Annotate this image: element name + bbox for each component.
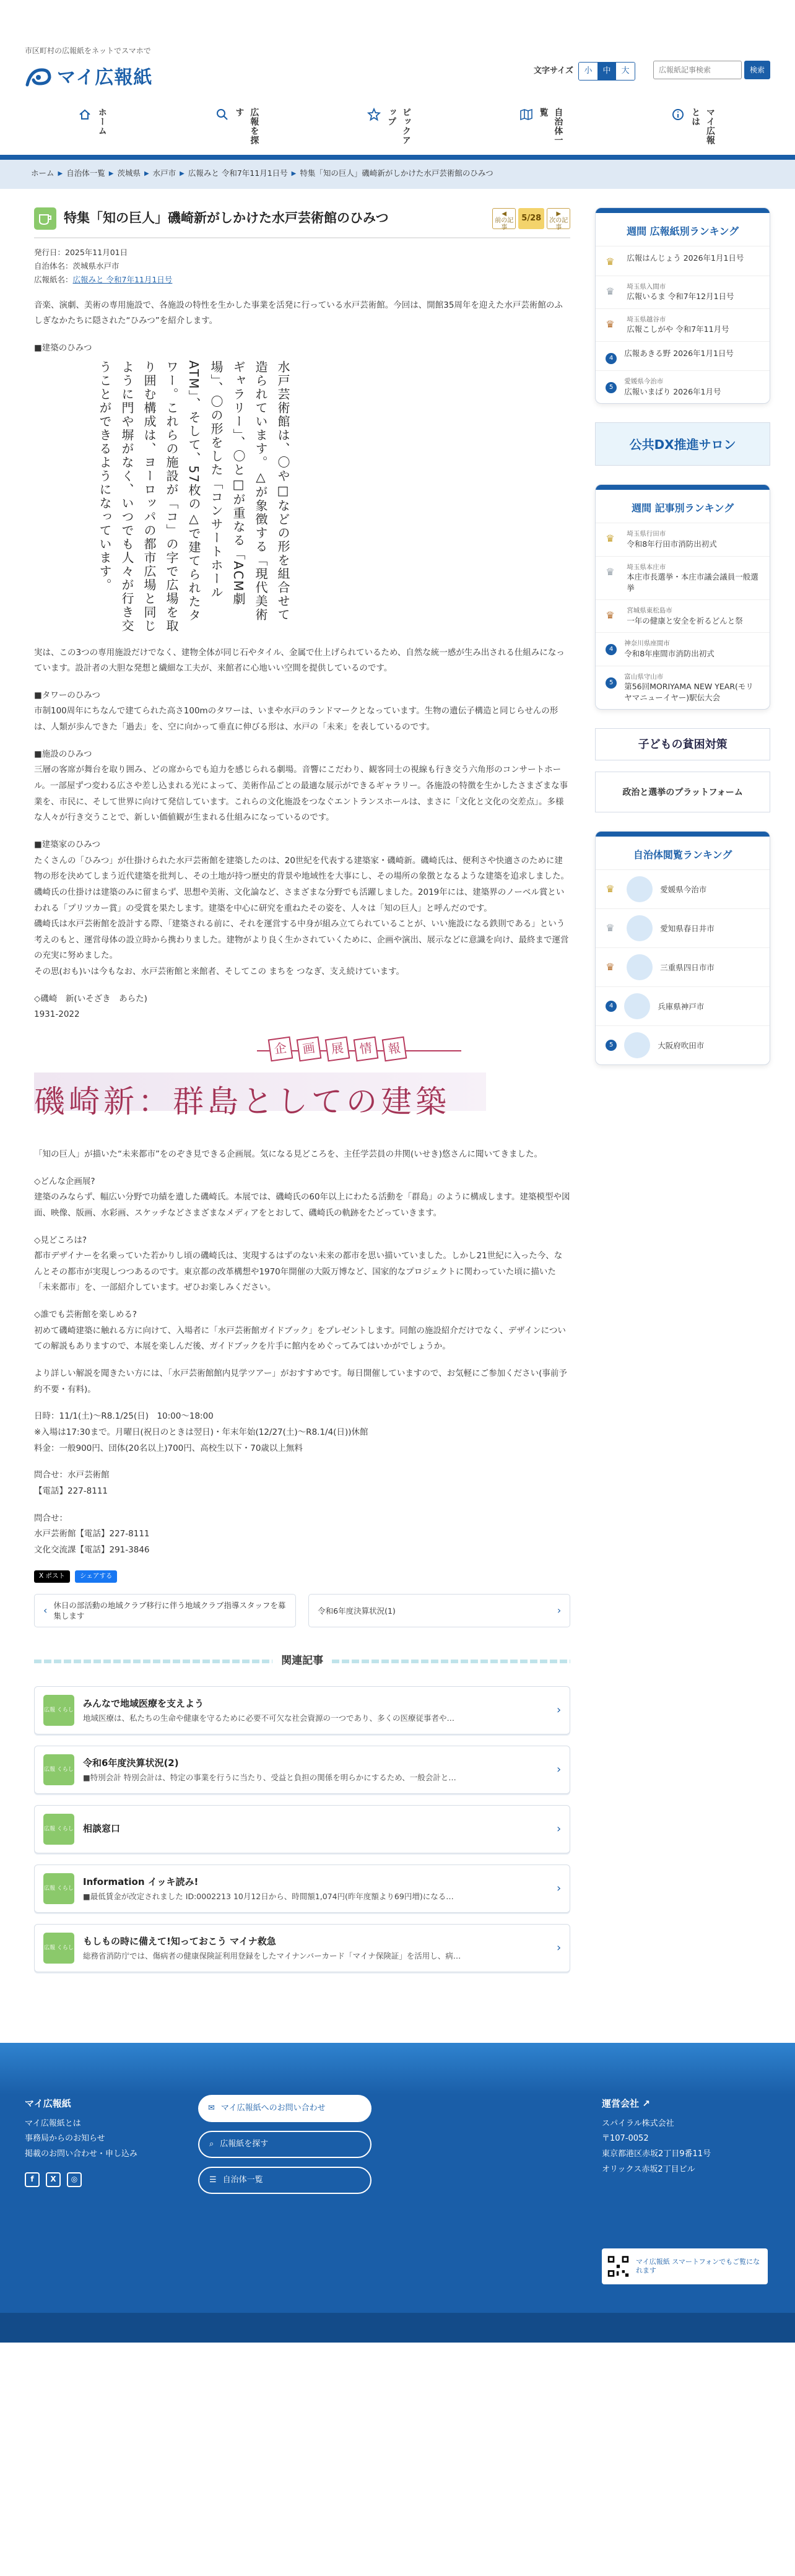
footer-wave	[0, 2021, 795, 2095]
font-size-small-button[interactable]: 小	[579, 63, 597, 80]
question: ◇どんな企画展?	[34, 1176, 95, 1186]
article-meta	[34, 246, 570, 287]
issue-link[interactable]: 広報みと 令和7年11月1日号	[72, 274, 173, 284]
star-icon	[367, 108, 381, 121]
contact-block	[34, 1511, 570, 1559]
chevron-right-icon: ▶	[58, 170, 63, 177]
contact-tel: 水戸芸術館【電話】227-8111	[34, 1529, 150, 1539]
breadcrumb-current: 特集「知の巨人」磯崎新がしかけた水戸芸術館のひみつ	[300, 168, 493, 178]
related-item-desc: 地域医療は、私たちの生命や健康を守るために必要不可欠な社会資源の一つであり、多くの医療従事者や…	[83, 1713, 455, 1723]
qa-block	[34, 1174, 570, 1222]
municipality-ranking	[595, 831, 770, 1065]
paragraph: 磯崎氏は水戸芸術館を設計する際、「建築される前に、それを運営する中身が組み立てられていることが、いい施設になる鉄則である」という考えのもと、運営母体の設立時から携わりました。建物がより良く生かされていくために、企画や演出、展示などに意識を向け、最終まで運営の充実に努めました。	[34, 919, 569, 961]
ranking-source: 埼玉県行田市	[627, 530, 666, 538]
ranking-title: 三重県四日市市	[660, 962, 715, 972]
qr-code-box	[602, 2248, 768, 2284]
page-number: 5/28	[518, 208, 544, 229]
article-ranking	[595, 484, 770, 710]
ranking-item[interactable]	[596, 947, 770, 986]
qa-block	[34, 1307, 570, 1355]
banner-tag-char: 報	[382, 1037, 407, 1062]
nav-about-label: マイ広報とは	[690, 108, 715, 145]
related-item[interactable]	[34, 1746, 570, 1794]
map-icon	[519, 108, 533, 121]
question: ◇見どころは?	[34, 1235, 87, 1245]
ranking-source: 埼玉県入間市	[627, 282, 666, 290]
paragraph: 実は、この3つの専用施設だけでなく、建物全体が同じ石やタイル、金属で仕上げられているため、自然な統一感が生み出される仕組みになっています。設計者の大胆な発想と繊細な工夫が、来館者に心地いい空間を提供しているのです。	[34, 647, 565, 674]
banner-tag-char: 情	[354, 1037, 379, 1062]
crown-icon: ♛	[606, 285, 615, 297]
related-item-title: みんなで地域医療を支えよう	[83, 1697, 204, 1709]
issue-ranking	[595, 207, 770, 404]
contact-label: 問合せ：水戸芸術館	[34, 1470, 110, 1481]
question: ◇誰でも芸術館を楽しめる?	[34, 1310, 137, 1320]
divider	[332, 1660, 570, 1663]
nav-home-label: ホーム	[97, 108, 107, 136]
related-item-title: Information イッキ読み!	[83, 1876, 199, 1887]
breadcrumb-home[interactable]: ホーム	[31, 168, 54, 178]
company-title[interactable]	[602, 2095, 711, 2113]
nav-pickup[interactable]	[367, 99, 413, 158]
article-main	[34, 207, 570, 1983]
ranking-item[interactable]	[596, 666, 770, 710]
paragraph: その思(おも)いは今もなお、水戸芸術館と来館者、そしてこの まちを つなぎ、支え続けています。	[34, 967, 404, 977]
crown-icon: ♛	[606, 883, 615, 895]
ranking-source: 宮城県東松島市	[627, 607, 672, 615]
crown-icon: ♛	[606, 318, 615, 330]
font-size-large-button[interactable]: 大	[616, 63, 635, 80]
section-heading: ■建築家のひみつ	[34, 839, 100, 850]
search-icon: ⌕	[209, 2139, 214, 2149]
contact-tel: 文化交流課【電話】291-3846	[34, 1544, 150, 1555]
list-icon: ☰	[209, 2175, 217, 2185]
ranking-source: 富山県守山市	[624, 672, 664, 681]
footer-bottom-bar	[0, 2313, 795, 2343]
ranking-item[interactable]	[596, 869, 770, 908]
cup-icon: 広報 くらし	[43, 1754, 74, 1785]
chevron-right-icon: ▶	[108, 170, 114, 177]
search-icon	[215, 108, 229, 121]
event-date: 日時：11/1(土)〜R8.1/25(日) 10:00〜18:00	[34, 1411, 214, 1422]
ranking-title: 一年の健康と安全を祈るどんと祭	[627, 616, 743, 625]
nav-home[interactable]	[78, 99, 109, 158]
mascot-avatar	[624, 993, 650, 1019]
mascot-avatar	[627, 954, 653, 980]
ranking-item[interactable]	[596, 556, 770, 600]
related-item[interactable]	[34, 1805, 570, 1853]
site-header	[0, 0, 795, 158]
site-tagline: 市区町村の広報紙をネットでスマホで	[25, 46, 151, 55]
ranking-item[interactable]	[596, 276, 770, 308]
footer-link[interactable]: 掲載のお問い合わせ・申し込み	[25, 2149, 138, 2159]
ad-banner-dx[interactable]: 公共DX推進サロン	[595, 422, 770, 466]
ranking-title: 広報あきる野 2026年1月1日号	[624, 348, 734, 358]
home-icon	[78, 108, 92, 121]
company-name: スパイラル株式会社	[602, 2118, 674, 2128]
divider	[34, 1660, 272, 1663]
banner-title: 磯崎新：群島としての建築	[34, 1084, 450, 1120]
ranking-title: 愛媛県今治市	[660, 884, 707, 894]
ranking-source: 埼玉県本庄市	[627, 563, 666, 571]
related-item-desc: ■特別会計 特別会計は、特定の事業を行うに当たり、受益と負担の関係を明らかにするため、一般会計と…	[83, 1773, 456, 1783]
find-issue-label: 広報紙を探す	[220, 2139, 269, 2149]
ranking-item[interactable]	[596, 908, 770, 947]
facebook-icon[interactable]: f	[25, 2172, 40, 2187]
article-header	[34, 207, 570, 238]
banner-tag-char: 展	[325, 1037, 350, 1062]
credit-name: ◇磯崎 新(いそざき あらた)	[34, 993, 147, 1004]
related-item[interactable]	[34, 1865, 570, 1913]
prev-article-title: 休日の部活動の地域クラブ移行に伴う地域クラブ指導スタッフを募集します	[53, 1600, 286, 1621]
ranking-title: 兵庫県神戸市	[658, 1001, 705, 1011]
chevron-right-icon: ›	[557, 1881, 562, 1895]
ranking-item[interactable]	[596, 341, 770, 370]
font-size-medium-button[interactable]: 中	[597, 63, 616, 80]
related-title: 関連記事	[281, 1655, 324, 1668]
breadcrumb-issue[interactable]: 広報みと 令和7年11月1日号	[188, 168, 288, 178]
prev-article-button[interactable]: ◀ 前の記事	[492, 208, 516, 229]
sidebar	[595, 207, 770, 1983]
paragraph: 磯崎氏の仕掛けは建築のみに留まらず、思想や美術、文化論など、さまざまな分野でも活躍しました。2019年には、建築界のノーベル賞といわれる「プリツカー賞」の受賞を果たします。建築を中心に研究を重ねたその姿を、人々は「知の巨人」と呼んだのです。	[34, 887, 565, 913]
related-item-title: もしもの時に備えて!知っておこう マイナ救急	[83, 1935, 276, 1947]
ad-banner-politics[interactable]: 政治と選挙のプラットフォーム	[595, 772, 770, 812]
footer-link[interactable]: マイ広報紙とは	[25, 2118, 81, 2128]
ranking-item[interactable]	[596, 632, 770, 665]
article-pager	[492, 208, 570, 229]
chevron-right-icon: ›	[557, 1703, 562, 1717]
ranking-item[interactable]	[596, 599, 770, 632]
contact-label: 問合せ：	[34, 1513, 67, 1523]
related-item[interactable]	[34, 1686, 570, 1734]
vertical-text: 水戸芸術館は、〇や□などの形を組合せて造られています。△が象徴する「現代美術ギャラリー」、〇と□が重なる「ACM劇場」、〇の形をした「コンサートホールATM」、そして、57枚の△で建てられたタワー。これらの施設が「コ」の字で広場を取り囲む構成は、ヨーロッパの都市広場と同じように門や塀がなく、いつでも人々が行き交うことができるようになっています。	[97, 360, 290, 633]
mascot-avatar	[627, 876, 653, 902]
section-heading: ■タワーのひみつ	[34, 690, 100, 700]
crown-icon: ♛	[606, 961, 615, 973]
chevron-right-icon: ›	[557, 1604, 562, 1617]
external-link-icon: ↗	[642, 2098, 650, 2110]
rank-number: 4	[606, 1001, 617, 1012]
event-fee: 料金：一般900円、団体(20名以上)700円、高校生以下・70歳以上無料	[34, 1443, 303, 1453]
exhibition-banner	[34, 1034, 570, 1139]
paragraph: たくさんの「ひみつ」が仕掛けられた水戸芸術館を建築したのは、20世紀を代表する建築家・磯崎新。磯崎氏は、便利さや快適さのために建物の形を決めてしまう近代建築を批判し、その土地が持つ歴史的背景や地域性を大事にし、その場所の象徴となるような建築を追求しました。	[34, 855, 569, 882]
mascot-avatar	[624, 1032, 650, 1058]
prev-article-link[interactable]	[34, 1594, 296, 1627]
ranking-item[interactable]	[596, 308, 770, 341]
prev-next-nav	[34, 1594, 570, 1627]
credit-years: 1931-2022	[34, 1009, 80, 1020]
issue-label: 広報紙名：	[34, 274, 73, 284]
municipality-list-button[interactable]	[198, 2167, 371, 2194]
ranking-item[interactable]	[596, 986, 770, 1025]
nav-pickup-label: ピックアップ	[386, 108, 411, 145]
chevron-right-icon: ▶	[291, 170, 297, 177]
site-footer	[0, 2095, 795, 2343]
ranking-title: 大阪府吹田市	[658, 1040, 705, 1050]
search-form	[653, 61, 770, 79]
chevron-right-icon: ›	[557, 1762, 562, 1776]
ranking-title: 令和8年行田市消防出初式	[627, 539, 717, 549]
chevron-right-icon: ›	[557, 1941, 562, 1954]
global-nav	[0, 99, 795, 158]
paragraph: 三層の客席が舞台を取り囲み、どの席からでも迫力を感じられる劇場。音響にこだわり、観客同士の視線も行き交う六角形のコンサートホール。一部屋ずつ変わる広さや差し込まれる光によって、美術作品ごとの最適な展示ができるギャラリー。各施設の特徴を生かしたさまざまな事業を、市民に、そして世界に向けて発信しています。これらの文化施設をつなぐエントランスホールは、まさに「文化と文化の交差点」。多様な人々が行き交うことで、新しい価値観が生まれる仕組みになっているのです。	[34, 765, 568, 823]
nav-about[interactable]	[671, 99, 717, 158]
social-links	[25, 2172, 137, 2187]
ranking-item[interactable]	[596, 246, 770, 275]
crown-icon: ♛	[606, 922, 615, 934]
paragraph: 「知の巨人」が描いた“未来都市”をのぞき見できる企画展。気になる見どころを、主任学芸員の井関(いせき)悠さんに聞いてきました。	[34, 1149, 543, 1159]
qr-code-text: マイ広報紙 スマートフォンでもご覧になれます	[635, 2257, 760, 2275]
related-item-title: 相談窓口	[83, 1823, 121, 1835]
info-icon	[671, 108, 685, 121]
ranking-item[interactable]	[596, 1025, 770, 1064]
rank-number: 4	[606, 644, 617, 655]
header-divider	[0, 155, 795, 160]
find-issue-button[interactable]	[198, 2131, 371, 2158]
ranking-title: 第56回MORIYAMA NEW YEAR(モリヤマニューイヤー)駅伝大会	[624, 682, 754, 702]
breadcrumb-prefecture[interactable]: 茨城県	[117, 168, 141, 178]
crown-icon: ♛	[606, 565, 615, 578]
contact-button[interactable]	[198, 2095, 371, 2122]
chevron-right-icon: ▶	[144, 170, 149, 177]
nav-municipalities[interactable]	[519, 99, 565, 158]
nav-find-label: 広報を探す	[234, 108, 259, 145]
section-heading: ■建築のひみつ	[34, 342, 92, 353]
crown-icon: ♛	[606, 256, 615, 268]
contact-block	[34, 1468, 570, 1499]
font-size-label: 文字サイズ	[534, 66, 573, 76]
banner-tag-char: 画	[297, 1037, 322, 1062]
nav-municipalities-label: 自治体一覧	[538, 108, 563, 145]
search-input[interactable]	[653, 61, 742, 79]
company-zip: 〒107-0052	[602, 2134, 649, 2144]
chevron-left-icon: ‹	[43, 1604, 48, 1617]
cup-icon: 広報 くらし	[43, 1873, 74, 1904]
ranking-item[interactable]	[596, 523, 770, 555]
cup-icon: 広報 くらし	[43, 1933, 74, 1964]
published-date: 発行日：2025年11月01日	[34, 248, 128, 257]
company-title-text: 運営会社	[602, 2098, 640, 2110]
rank-number: 5	[606, 1040, 617, 1051]
company-building: オリックス赤坂2丁目ビル	[602, 2164, 695, 2174]
mail-icon: ✉	[208, 2104, 215, 2113]
qa-block	[34, 1233, 570, 1297]
crown-icon: ♛	[606, 533, 615, 545]
footer-link[interactable]: 事務局からのお知らせ	[25, 2134, 105, 2144]
answer: 初めて磯崎建築に触れる方に向けて、入場者に「水戸芸術館ガイドブック」をプレゼントします。同館の施設紹介だけでなく、デザインについての解説もありますので、本展を楽しんだ後、ガイドブックを片手に館内をめぐってみてはいかがでしょうか。	[34, 1325, 566, 1352]
footer-buttons	[198, 2095, 371, 2194]
intro-text: 音楽、演劇、美術の専用施設で、各施設の特性を生かした事業を活発に行っている水戸芸術館。今回は、開館35周年を迎えた水戸芸術館のふしぎなかたちに隠された“ひみつ”を紹介します。	[34, 300, 563, 326]
rank-number: 5	[606, 677, 617, 689]
share-buttons	[34, 1570, 570, 1583]
section-heading: ■施設のひみつ	[34, 749, 92, 759]
page-title: 特集「知の巨人」磯崎新がしかけた水戸芸術館のひみつ	[64, 211, 389, 226]
breadcrumb	[0, 158, 795, 189]
cup-icon	[34, 207, 56, 230]
share-facebook-button[interactable]: シェアする	[75, 1570, 117, 1583]
font-size-control	[534, 62, 635, 80]
ranking-title: 広報はんじょう 2026年1月1日号	[627, 253, 744, 263]
breadcrumb-municipalities[interactable]: 自治体一覧	[66, 168, 105, 178]
related-item[interactable]	[34, 1924, 570, 1972]
company-address: 東京都港区赤坂2丁目9番11号	[602, 2149, 711, 2159]
rank-number: 5	[606, 382, 617, 393]
breadcrumb-city[interactable]: 水戸市	[152, 168, 176, 178]
ranking-title: 広報いるま 令和7年12月1日号	[627, 292, 734, 302]
event-info	[34, 1409, 570, 1456]
next-article-label: 次の記事	[549, 217, 568, 231]
ranking-source: 神奈川県座間市	[624, 640, 670, 648]
answer: 都市デザイナーを名乗っていた若かりし頃の磯崎氏は、実現するはずのない未来の都市を思い描いていました。しかし21世紀に入った今、なんとその都市が実現しつつあるのです。東京都の改革構想や1970年開催の大阪万博など、国家的なプロジェクトに関わっていた頃に描いた「未来都市」を、一部紹介しています。ぜひお楽しみください。	[34, 1251, 563, 1293]
event-note: ※入場は17:30まで。月曜日(祝日のときは翌日)・年末年始(12/27(土)〜R8.1/4(日))休館	[34, 1427, 368, 1437]
qr-code-icon	[607, 2253, 630, 2279]
municipality-ranking-title: 自治体閲覧ランキング	[596, 832, 770, 869]
instagram-icon[interactable]: ◎	[67, 2172, 82, 2187]
ranking-title: 愛知県春日井市	[660, 923, 715, 933]
related-item-title: 令和6年度決算状況(2)	[83, 1757, 179, 1769]
footer-title: マイ広報紙	[25, 2098, 71, 2110]
ranking-source: 愛媛県今治市	[624, 377, 664, 385]
ranking-title: 広報いまばり 2026年1月号	[624, 386, 721, 396]
ad-banner-child-poverty[interactable]: 子どもの貧困対策	[595, 728, 770, 760]
related-item-desc: 総務省消防庁では、傷病者の健康保険証利用登録をしたマイナンバーカード「マイナ保険証」を活用し、病…	[83, 1951, 461, 1961]
municipality-list-label: 自治体一覧	[222, 2175, 263, 2185]
related-heading	[34, 1652, 570, 1670]
chevron-right-icon: ▶	[180, 170, 185, 177]
prev-article-label: 前の記事	[495, 217, 514, 231]
contact-tel: 【電話】227-8111	[34, 1486, 108, 1496]
next-article-button[interactable]: ▶ 次の記事	[547, 208, 570, 229]
logo-icon	[25, 66, 52, 90]
chevron-right-icon: ›	[557, 1822, 562, 1835]
article-ranking-title: 週間 記事別ランキング	[596, 485, 770, 523]
answer: 建築のみならず、幅広い分野で功績を遺した磯崎氏。本展では、磯崎氏の60年以上にわたる活動を「群島」のように構成します。建築模型や図面、映像、版画、水彩画、スケッチなどさまざまなメディアをとおして、磯崎氏の軌跡をたどっていきます。	[34, 1192, 570, 1218]
municipality-name: 自治体名：茨城県水戸市	[34, 261, 119, 271]
rank-number: 4	[606, 353, 617, 364]
mascot-avatar	[627, 915, 653, 941]
x-icon[interactable]: X	[46, 2172, 61, 2187]
banner-tag-char: 企	[268, 1037, 293, 1062]
paragraph: 市制100周年にちなんで建てられた高さ100mのタワーは、いまや水戸のランドマークとなっています。生物の遺伝子構造と同じらせんの形は、人類が歩んできた「過去」を、空に向かって垂直に伸びる形は、水戸の「未来」を表しているのです。	[34, 706, 558, 733]
ranking-title: 令和8年座間市消防出初式	[624, 649, 715, 659]
cup-icon: 広報 くらし	[43, 1695, 74, 1726]
site-logo[interactable]	[25, 62, 152, 94]
issue-row	[34, 273, 570, 287]
ranking-item[interactable]	[596, 370, 770, 403]
ranking-title: 広報こしがや 令和7年11月号	[627, 324, 729, 334]
article-body	[34, 298, 570, 1559]
share-x-button[interactable]: X ポスト	[34, 1570, 70, 1583]
paragraph: より詳しい解説を聞きたい方には、「水戸芸術館館内見学ツアー」がおすすめです。毎日開催していますので、お気軽にご参加ください(事前予約不要・有料)。	[34, 1368, 567, 1395]
cup-icon: 広報 くらし	[43, 1814, 74, 1845]
crown-icon: ♛	[606, 609, 615, 622]
logo-text: マイ広報紙	[57, 67, 153, 89]
next-article-link[interactable]	[308, 1594, 570, 1627]
search-button[interactable]: 検索	[744, 61, 770, 79]
next-article-title: 令和6年度決算状況(1)	[318, 1606, 396, 1616]
related-item-desc: ■最低賃金が改定されました ID:0002213 10月12日から、時間額1,074円(昨年度額より69円増)になる…	[83, 1892, 454, 1902]
ranking-title: 本庄市長選挙・本庄市議会議員一般選挙	[627, 572, 758, 593]
banner-tag	[269, 1038, 406, 1060]
ranking-source: 埼玉県越谷市	[627, 315, 666, 323]
company-info	[602, 2095, 711, 2177]
footer-links	[25, 2095, 137, 2187]
issue-ranking-title: 週間 広報紙別ランキング	[596, 208, 770, 246]
nav-find[interactable]	[215, 99, 261, 158]
credit	[34, 991, 570, 1023]
contact-button-label: マイ広報紙へのお問い合わせ	[220, 2104, 326, 2113]
